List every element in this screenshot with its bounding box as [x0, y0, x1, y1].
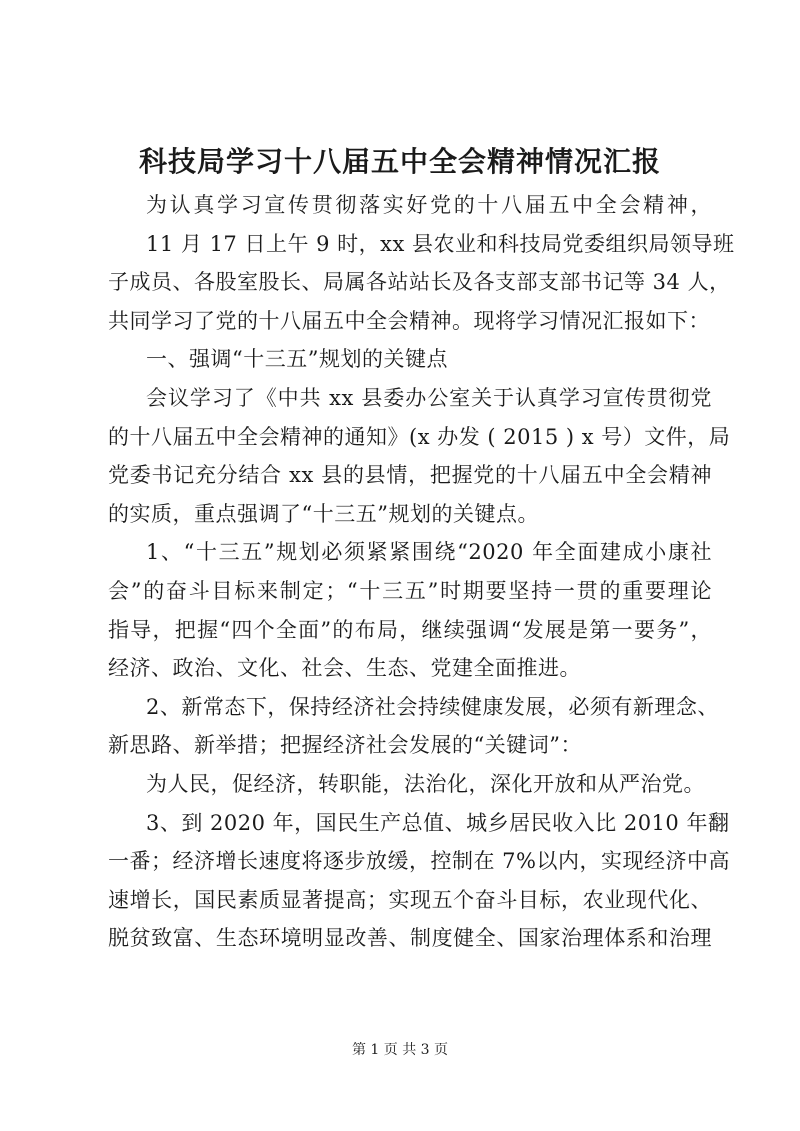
list-item-line: 会”的奋斗目标来制定；“十三五”时期要坚持一贯的重要理论 [108, 578, 712, 603]
page-footer: 第 1 页 共 3 页 [351, 1042, 449, 1058]
list-item-line: 一番；经济增长速度将逐步放缓，控制在 7%以内，实现经济中高 [108, 849, 730, 874]
document-title: 科技局学习十八届五中全会精神情况汇报 [138, 145, 661, 178]
paragraph-line: 为人民，促经济，转职能，法治化，深化开放和从严治党。 [146, 771, 705, 796]
list-item-line: 新思路、新举措；把握经济社会发展的“关键词”： [108, 733, 582, 758]
list-item-line: 脱贫致富、生态环境明显改善、制度健全、国家治理体系和治理 [108, 926, 712, 951]
list-item-line: 3、到 2020 年，国民生产总值、城乡居民收入比 2010 年翻 [146, 810, 730, 835]
list-item-line: 速增长，国民素质显著提高；实现五个奋斗目标，农业现代化、 [108, 887, 712, 912]
paragraph-line: 共同学习了党的十八届五中全会精神。现将学习情况汇报如下： [108, 308, 710, 333]
document-body [108, 186, 735, 958]
paragraph-line: 为认真学习宣传贯彻落实好党的十八届五中全会精神， [146, 193, 712, 217]
paragraph-line: 的实质，重点强调了“十三五”规划的关键点。 [108, 501, 539, 526]
list-item-line: 指导，把握“四个全面”的布局，继续强调“发展是第一要务”， [108, 617, 712, 642]
paragraph-line: 会议学习了《中共 xx 县委办公室关于认真学习宣传贯彻党 [146, 385, 712, 410]
paragraph-line: 党委书记充分结合 xx 县的县情，把握党的十八届五中全会精神 [108, 463, 712, 488]
paragraph-line: 的十八届五中全会精神的通知》(x 办发 ( 2015 ) x 号）文件，局 [108, 424, 731, 449]
section-heading: 一、强调“十三五”规划的关键点 [146, 347, 448, 372]
list-item-line: 经济、政治、文化、社会、生态、党建全面推进。 [108, 656, 581, 681]
list-item-line: 2、新常态下，保持经济社会持续健康发展，必须有新理念、 [146, 694, 719, 719]
paragraph-line: 子成员、各股室股长、局属各站站长及各支部支部书记等 34 人， [108, 270, 731, 295]
list-item-line: 1、“十三五”规划必须紧紧围绕“2020 年全面建成小康社 [146, 540, 712, 565]
paragraph-line: 11 月 17 日上午 9 时，xx 县农业和科技局党委组织局领导班 [146, 231, 735, 256]
